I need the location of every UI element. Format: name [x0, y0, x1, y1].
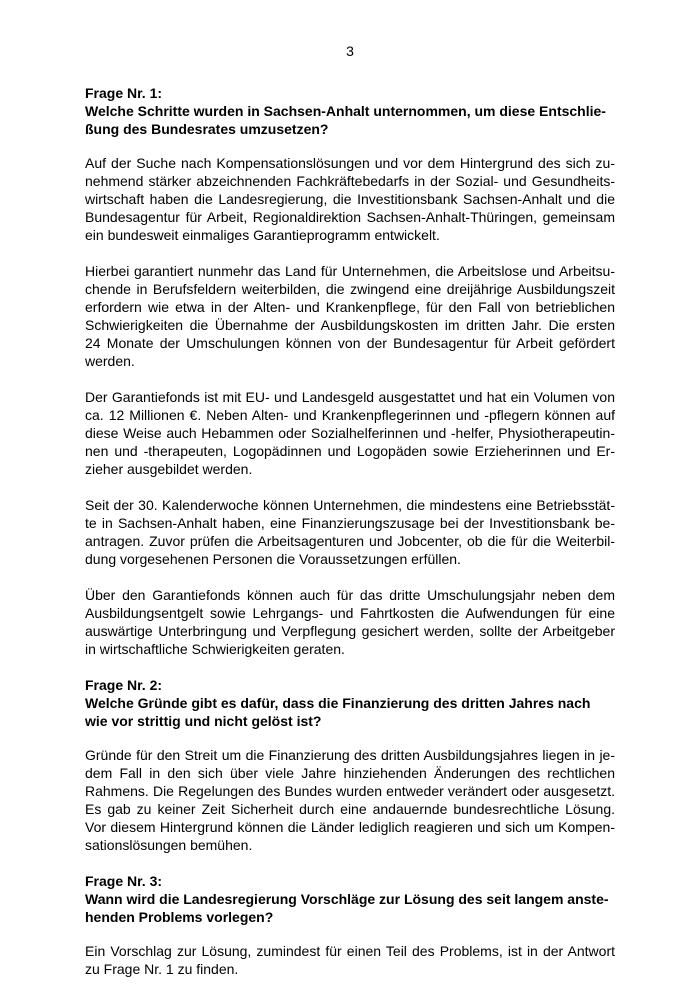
answer-line: dung vorgesehenen Personen die Voraussetzungen erfüllen.: [85, 551, 461, 567]
answer-line: in wirtschaftliche Schwierigkeiten geraten.: [85, 641, 345, 657]
answer-paragraph: [85, 496, 615, 568]
answer-line: Auf der Suche nach Kompensationslösungen und vor dem Hintergrund des sich zu-: [85, 155, 615, 171]
answer-line: Rahmens. Die Regelungen des Bundes wurden entweder verändert oder ausgesetzt.: [85, 783, 615, 799]
answer-paragraph: [85, 154, 615, 244]
answer-line: wirtschaft haben die Landesregierung, die Investitionsbank Sachsen-Anhalt und die: [85, 191, 615, 207]
answer-line: Schwierigkeiten die Übernahme der Ausbildungskosten im dritten Jahr. Die ersten: [85, 317, 615, 333]
question-text-line: Wann wird die Landesregierung Vorschläge zur Lösung des seit langem anste-: [85, 891, 609, 907]
answer-line: ca. 12 Millionen €. Neben Alten- und Krankenpflegerinnen und -pflegern können auf: [85, 407, 615, 423]
question-heading-1: [85, 84, 615, 138]
answer-line: Ausbildungsentgelt sowie Lehrgangs- und Fahrtkosten die Aufwendungen für eine: [85, 605, 615, 621]
answer-line: werden.: [85, 353, 135, 369]
answer-paragraph: [85, 586, 615, 658]
answer-line: diese Weise auch Hebammen oder Sozialhelferinnen und -helfer, Physiotherapeutin-: [85, 425, 615, 441]
page-number: 3: [346, 43, 354, 59]
document-body: [85, 84, 615, 978]
question-heading-2: [85, 676, 615, 730]
answer-line: Es gab zu keiner Zeit Sicherheit durch eine andauernde bundesrechtliche Lösung.: [85, 801, 615, 817]
answer-line: Bundesagentur für Arbeit, Regionaldirektion Sachsen-Anhalt-Thüringen, gemeinsam: [85, 209, 615, 225]
answer-line: Vor diesem Hintergrund können die Länder lediglich reagieren und sich um Kompen-: [85, 819, 615, 835]
answer-line: erfordern wie etwa in der Alten- und Krankenpflege, für den Fall von betrieblichen: [85, 299, 615, 315]
question-label: Frage Nr. 2:: [85, 677, 163, 693]
question-text-line: Welche Gründe gibt es dafür, dass die Finanzierung des dritten Jahres nach: [85, 695, 591, 711]
answer-line: Hierbei garantiert nunmehr das Land für Unternehmen, die Arbeitslose und Arbeitsu-: [85, 263, 615, 279]
question-text-line: Welche Schritte wurden in Sachsen-Anhalt unternommen, um diese Entschlie-: [85, 103, 606, 119]
question-label: Frage Nr. 3:: [85, 873, 163, 889]
answer-paragraph: [85, 746, 615, 854]
answer-paragraph: [85, 942, 615, 978]
answer-line: 24 Monate der Umschulungen können von der Bundesagentur für Arbeit gefördert: [85, 335, 615, 351]
answer-line: dem Fall in den sich über viele Jahre hinziehenden Änderungen des rechtlichen: [85, 765, 615, 781]
answer-line: Ein Vorschlag zur Lösung, zumindest für einen Teil des Problems, ist in der Antwort: [85, 943, 615, 959]
answer-line: Seit der 30. Kalenderwoche können Unternehmen, die mindestens eine Betriebsstät-: [85, 497, 615, 513]
answer-line: chende in Berufsfeldern weiterbilden, die zwingend eine dreijährige Ausbildungszeit: [85, 281, 615, 297]
answer-line: sationslösungen bemühen.: [85, 837, 253, 853]
answer-paragraph: [85, 388, 615, 478]
answer-line: zu Frage Nr. 1 zu finden.: [85, 961, 239, 977]
answer-line: ein bundesweit einmaliges Garantieprogramm entwickelt.: [85, 227, 440, 243]
answer-line: zieher ausgebildet werden.: [85, 461, 253, 477]
answer-paragraph: [85, 262, 615, 370]
answer-line: nehmend stärker abzeichnenden Fachkräftebedarfs in der Sozial- und Gesundheits-: [85, 173, 615, 189]
answer-line: Der Garantiefonds ist mit EU- und Landesgeld ausgestattet und hat ein Volumen von: [85, 389, 615, 405]
answer-line: nen und -therapeuten, Logopädinnen und Logopäden sowie Erzieherinnen und Er-: [85, 443, 615, 459]
answer-line: antragen. Zuvor prüfen die Arbeitsagenturen und Jobcenter, ob die für die Weiterbil-: [85, 533, 615, 549]
answer-line: Gründe für den Streit um die Finanzierung des dritten Ausbildungsjahres liegen in je-: [85, 747, 615, 763]
answer-line: Über den Garantiefonds können auch für das dritte Umschulungsjahr neben dem: [85, 587, 615, 603]
question-heading-3: [85, 872, 615, 926]
answer-line: auswärtige Unterbringung und Verpflegung gesichert werden, sollte der Arbeitgeber: [85, 623, 615, 639]
answer-line: te in Sachsen-Anhalt haben, eine Finanzierungszusage bei der Investitionsbank be-: [85, 515, 615, 531]
question-text-line: wie vor strittig und nicht gelöst ist?: [85, 713, 322, 729]
question-label: Frage Nr. 1:: [85, 85, 163, 101]
question-text-line: henden Problems vorlegen?: [85, 909, 274, 925]
question-text-line: ßung des Bundesrates umzusetzen?: [85, 121, 329, 137]
